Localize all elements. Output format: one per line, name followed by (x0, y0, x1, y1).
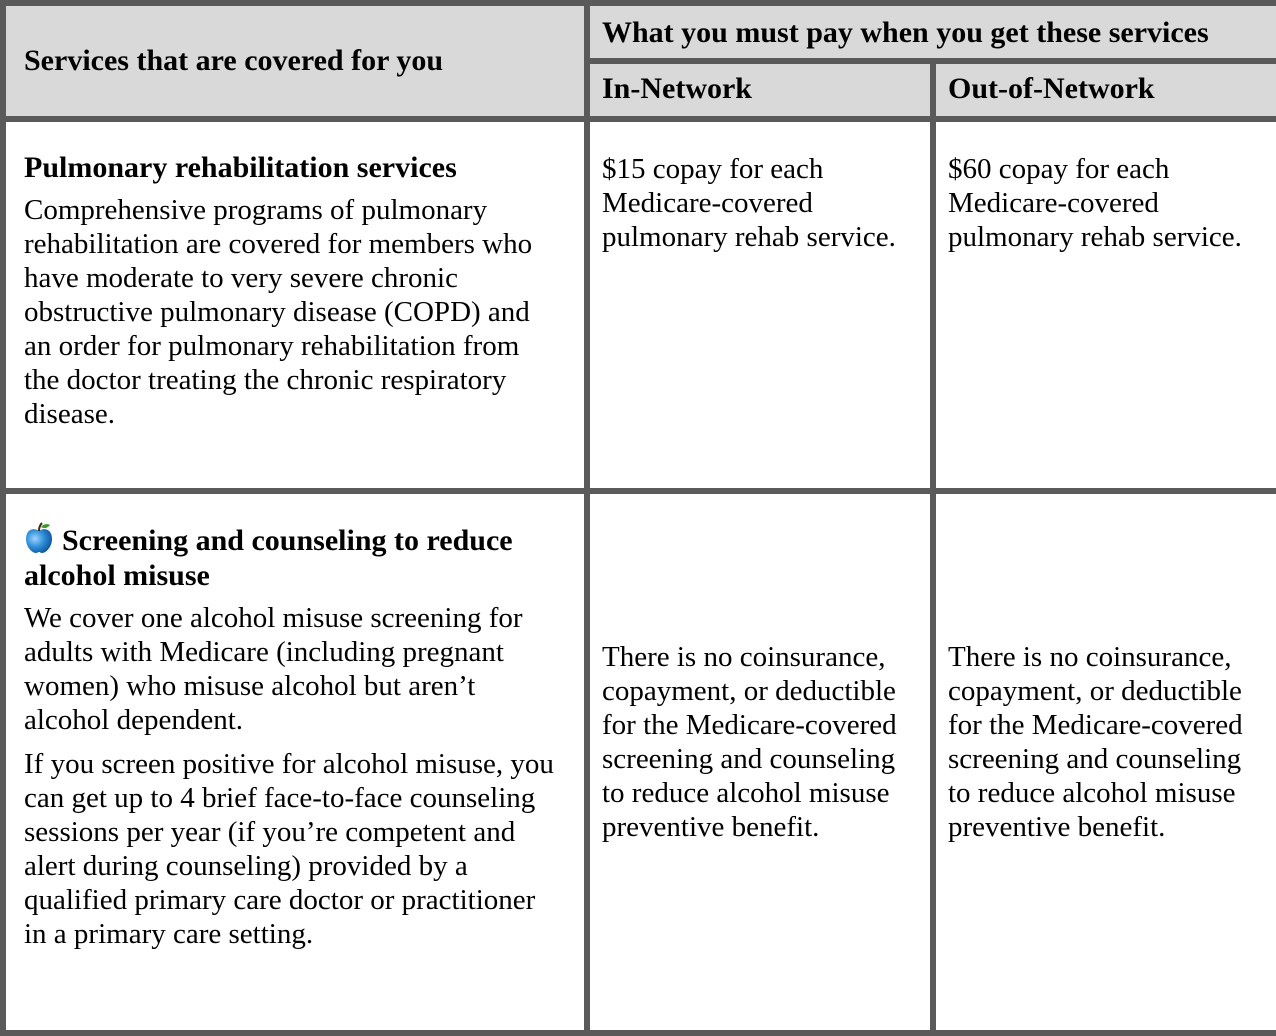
header-row-top (3, 3, 1276, 61)
service-description: If you screen positive for alcohol misuse, you can get up to 4 brief face-to-face counseling sessions per year (if you’re competent and alert during counseling) provided by a qualified primary care doctor or practitioner in a primary care setting. (24, 748, 554, 950)
services-column-header: Services that are covered for you (3, 3, 587, 119)
out-of-network-header: Out-of-Network (933, 61, 1276, 119)
payment-column-header: What you must pay when you get these services (587, 3, 1276, 61)
service-description: We cover one alcohol misuse screening for adults with Medicare (including pregnant women) who misuse alcohol but aren’t alcohol dependent. (24, 602, 523, 736)
table-row (3, 119, 1276, 491)
out-of-network-cost: There is no coinsurance, copayment, or deductible for the Medicare-covered screening and counseling to reduce alcohol misuse preventive benefit. (933, 491, 1276, 1033)
service-cell (3, 119, 587, 491)
service-title: Pulmonary rehabilitation services (24, 151, 457, 184)
in-network-cost: $15 copay for each Medicare-covered pulmonary rehab service. (587, 119, 933, 491)
apple-icon (24, 522, 54, 554)
in-network-cost: There is no coinsurance, copayment, or deductible for the Medicare-covered screening and counseling to reduce alcohol misuse preventive benefit. (587, 491, 933, 1033)
in-network-header: In-Network (587, 61, 933, 119)
service-description: Comprehensive programs of pulmonary rehabilitation are covered for members who have moderate to very severe chronic obstructive pulmonary disease (COPD) and an order for pulmonary rehabilitation from the doctor treating the chronic respiratory disease. (24, 194, 533, 430)
service-cell (3, 491, 587, 1033)
out-of-network-cost: $60 copay for each Medicare-covered pulmonary rehab service. (933, 119, 1276, 491)
table-row (3, 491, 1276, 1033)
service-title: Screening and counseling to reduce alcohol misuse (24, 524, 513, 592)
service-title-wrap (24, 522, 556, 593)
